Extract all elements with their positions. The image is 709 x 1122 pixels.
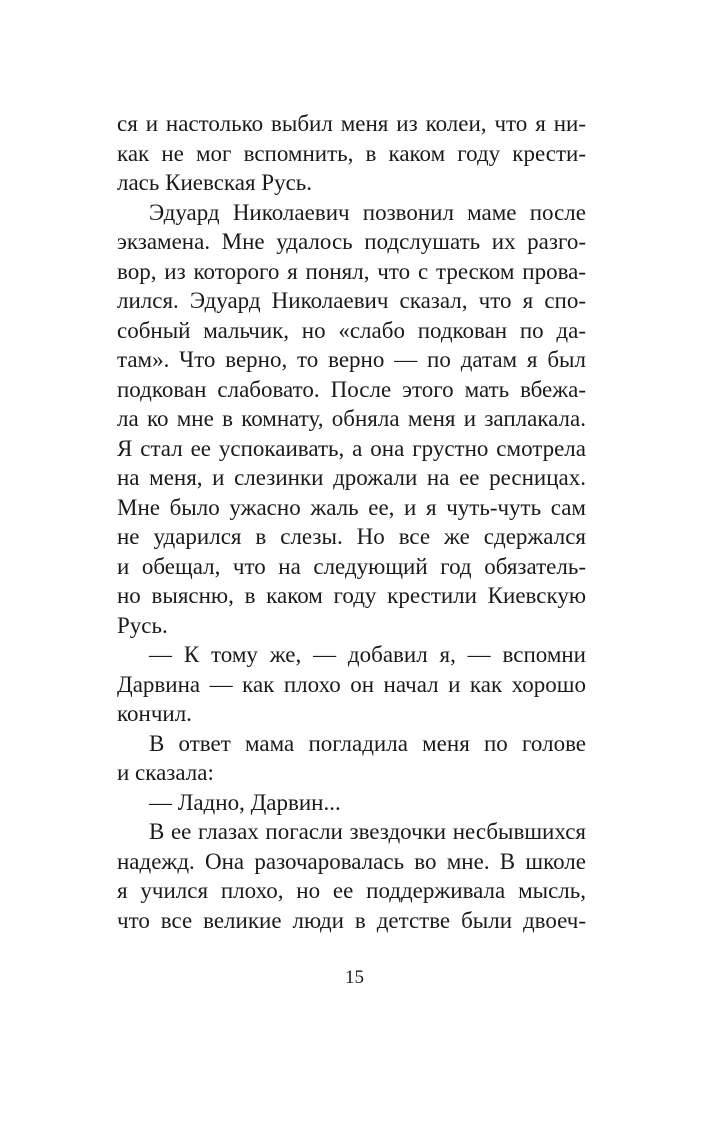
text-line: и сказала: [117, 760, 214, 785]
paragraph [117, 817, 586, 935]
text-line: Мне было ужасно жаль ее, и я чуть-чуть сам [117, 494, 586, 520]
text-line: экзамена. Мне удалось подслушать их разго- [117, 229, 586, 254]
text-line: я учился плохо, но ее поддерживала мысль, [117, 878, 586, 903]
text-line: лась Киевская Русь. [117, 170, 313, 195]
text-line: — К тому же, — добавил я, — вспомни [149, 642, 586, 667]
text-line: ла ко мне в комнату, обняла меня и заплакала. [117, 406, 586, 431]
text-line: не ударился в слезы. Но все же сдержался [117, 524, 586, 549]
paragraph [117, 729, 586, 788]
paragraph [117, 640, 586, 729]
paragraph [117, 109, 586, 198]
text-line: что все великие люди в детстве были двоеч- [117, 907, 586, 933]
paragraph [117, 198, 586, 641]
text-line: лился. Эдуард Николаевич сказал, что я спо- [117, 288, 586, 313]
text-line: В ее глазах погасли звездочки несбывшихся [149, 819, 586, 844]
text-line: Дарвина — как плохо он начал и как хорошо [117, 671, 586, 697]
text-line: и обещал, что на следующий год обязатель- [117, 553, 586, 579]
text-line: В ответ мама погладила меня по голове [149, 730, 586, 756]
text-line: но выясню, в каком году крестили Киевскую [117, 583, 586, 608]
page-number: 15 [345, 967, 364, 988]
text-line: — Ладно, Дарвин... [149, 789, 341, 815]
text-line: там». Что верно, то верно — по датам я был [117, 347, 586, 372]
text-line: как не мог вспомнить, в каком году крести- [117, 140, 586, 166]
paragraph [117, 788, 586, 818]
text-line: подкован слабовато. После этого мать вбежа- [117, 376, 586, 402]
text-line: на меня, и слезинки дрожали на ее ресницах. [117, 465, 586, 490]
text-line: собный мальчик, но «слабо подкован по да- [117, 317, 586, 343]
text-line: вор, из которого я понял, что с треском прова- [117, 258, 586, 284]
text-line: кончил. [117, 701, 192, 726]
body-text [117, 109, 586, 935]
text-line: надежд. Она разочаровалась во мне. В школе [117, 848, 586, 874]
text-line: Я стал ее успокаивать, а она грустно смотрела [117, 435, 586, 461]
text-line: ся и настолько выбил меня из колеи, что я ни- [117, 111, 586, 136]
text-line: Русь. [117, 612, 168, 638]
text-line: Эдуард Николаевич позвонил маме после [149, 199, 586, 225]
